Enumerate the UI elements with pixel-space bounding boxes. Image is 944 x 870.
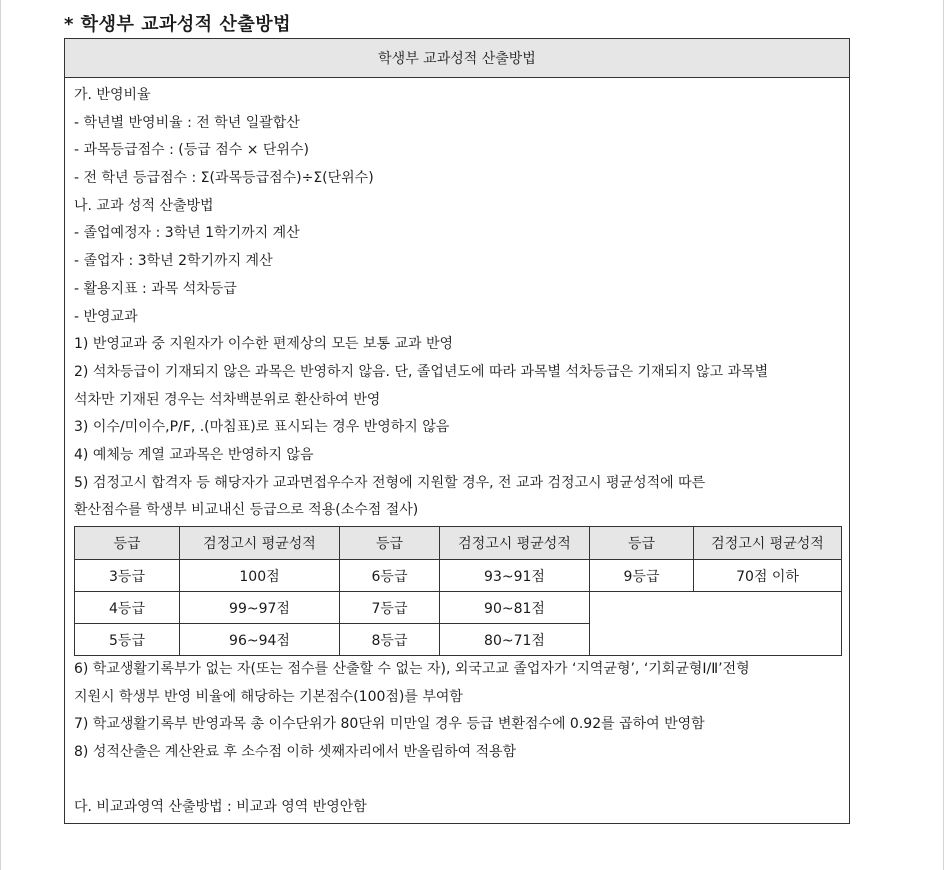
spacer — [74, 767, 849, 795]
table-header-cell: 검정고시 평균성적 — [440, 527, 590, 560]
text-line: - 활용지표 : 과목 석차등급 — [74, 280, 237, 297]
table-cell: 8등급 — [340, 624, 440, 656]
table-cell: 96~94점 — [180, 624, 340, 656]
text-line: - 졸업예정자 : 3학년 1학기까지 계산 — [74, 225, 300, 242]
box-title: 학생부 교과성적 산출방법 — [65, 39, 849, 78]
table-cell: 99~97점 — [180, 592, 340, 624]
text-line: 2) 석차등급이 기재되지 않은 과목은 반영하지 않음. 단, 졸업년도에 따라 과목별 석차등급은 기재되지 않고 과목별 — [74, 363, 769, 380]
table-row — [75, 592, 842, 624]
table-cell: 4등급 — [75, 592, 180, 624]
table-cell: 5등급 — [75, 624, 180, 656]
table-row — [75, 560, 842, 592]
page-edge-left — [0, 0, 1, 870]
text-line: 6) 학교생활기록부가 없는 자(또는 점수를 산출할 수 없는 자), 외국고교 졸업자가 ‘지역균형’, ‘기회균형Ⅰ/Ⅱ’전형 — [74, 661, 750, 677]
table-cell: 6등급 — [340, 560, 440, 592]
conversion-table — [74, 526, 842, 656]
text-line: 4) 예체능 계열 교과목은 반영하지 않음 — [74, 446, 314, 463]
text-line: - 학년별 반영비율 : 전 학년 일괄합산 — [74, 114, 300, 131]
table-header-cell: 검정고시 평균성적 — [694, 527, 842, 560]
table-cell: 93~91점 — [440, 560, 590, 592]
table-header-cell: 검정고시 평균성적 — [180, 527, 340, 560]
table-cell: 7등급 — [340, 592, 440, 624]
grading-method-box — [64, 38, 850, 824]
table-cell: 70점 이하 — [694, 560, 842, 592]
table-header-cell: 등급 — [340, 527, 440, 560]
text-line: 1) 반영교과 중 지원자가 이수한 편제상의 모든 보통 교과 반영 — [74, 336, 453, 353]
text-line: 3) 이수/미이수,P/F, .(마침표)로 표시되는 경우 반영하지 않음 — [74, 419, 450, 436]
text-line: 다. 비교과영역 산출방법 : 비교과 영역 반영안함 — [74, 799, 367, 816]
table-empty-cell — [590, 592, 842, 656]
table-cell: 100점 — [180, 560, 340, 592]
table-cell: 3등급 — [75, 560, 180, 592]
text-line: 지원시 학생부 반영 비율에 해당하는 기본점수(100점)를 부여함 — [74, 688, 463, 705]
text-line: - 전 학년 등급점수 : Σ(과목등급점수)÷Σ(단위수) — [74, 170, 374, 187]
table-header-cell: 등급 — [590, 527, 694, 560]
table-cell: 9등급 — [590, 560, 694, 592]
table-cell: 80~71점 — [440, 624, 590, 656]
table-cell: 90~81점 — [440, 592, 590, 624]
text-line: 나. 교과 성적 산출방법 — [74, 197, 214, 214]
text-line: 환산점수를 학생부 비교내신 등급으로 적용(소수점 절사) — [74, 502, 419, 519]
text-line: - 졸업자 : 3학년 2학기까지 계산 — [74, 253, 273, 270]
page-heading: * 학생부 교과성적 산출방법 — [64, 14, 291, 35]
text-before-table — [74, 82, 849, 525]
table-header-cell: 등급 — [75, 527, 180, 560]
text-line: - 과목등급점수 : (등급 점수 × 단위수) — [74, 142, 309, 159]
text-line: 7) 학교생활기록부 반영과목 총 이수단위가 80단위 미만일 경우 등급 변환점수에 0.92를 곱하여 반영함 — [74, 716, 705, 733]
text-line: - 반영교과 — [74, 308, 138, 325]
text-after-table — [74, 656, 849, 822]
text-line: 가. 반영비율 — [74, 87, 151, 103]
text-line: 8) 성적산출은 계산완료 후 소수점 이하 셋째자리에서 반올림하여 적용함 — [74, 744, 517, 761]
text-line: 5) 검정고시 합격자 등 해당자가 교과면접우수자 전형에 지원할 경우, 전 교과 검정고시 평균성적에 따른 — [74, 474, 706, 491]
box-body — [65, 78, 849, 822]
text-line: 석차만 기재된 경우는 석차백분위로 환산하여 반영 — [74, 391, 381, 408]
table-header-row — [75, 527, 842, 560]
